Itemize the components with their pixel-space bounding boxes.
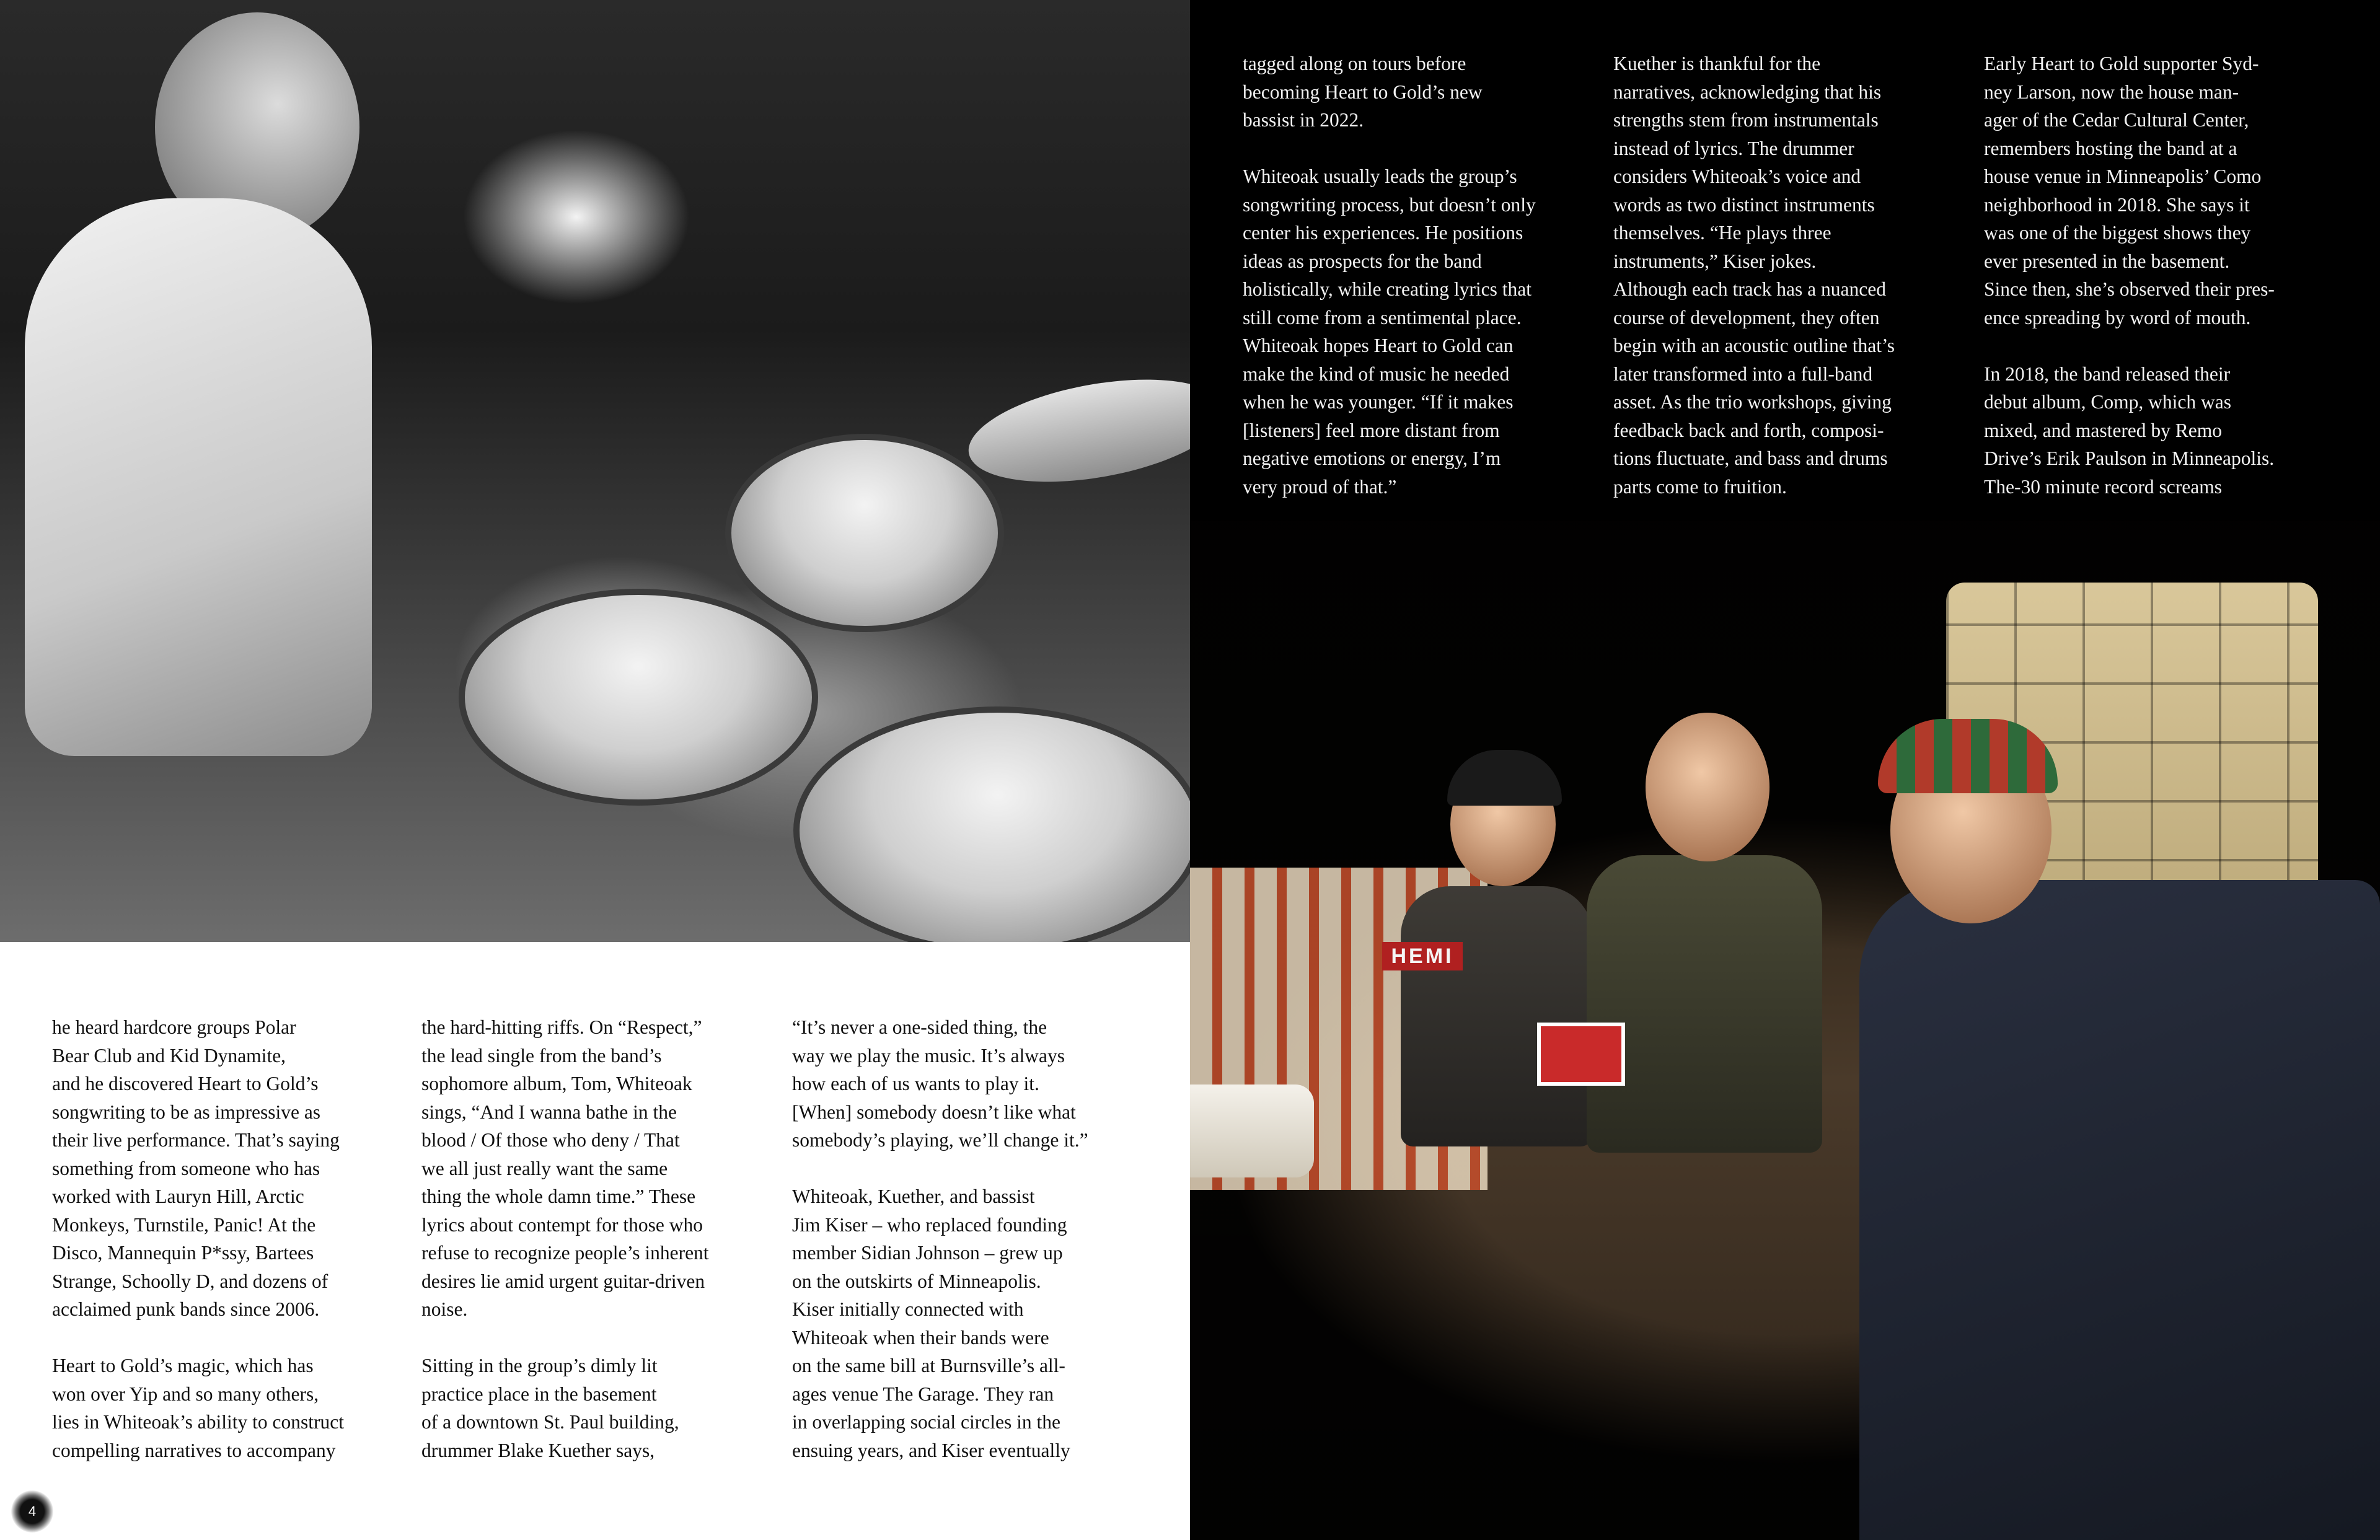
band-member-smiling — [1587, 713, 1822, 1270]
right-text-column-3: Early Heart to Gold supporter Syd- ney Larson, now the house man- ager of the Cedar Cultural Center, remembers hosting the band at a house venue in Minneapolis’ Como neighborhood in 2018. She says it was one of the biggest shows they ever presented in the basement. Since then, she’s observed their pres- ence spreading by word of mouth. In 2018, the band released their debut album, Comp, which was mixed, and mastered by Remo Drive’s Erik Paulson in Minneapolis. The-30 minute record screams — [1984, 53, 2275, 498]
band-member-beanie-jacket — [1859, 880, 2380, 1540]
baseball-cap — [1447, 750, 1562, 806]
floor-tom-drum — [793, 706, 1190, 942]
page-number-left: 4 — [11, 1490, 53, 1533]
tom-drum — [725, 434, 1004, 632]
cymbal — [961, 363, 1190, 499]
left-text-column-2: the hard-hitting riffs. On “Respect,” the lead single from the band’s sophomore album, Tom, Whiteoak sings, “And I wanna bathe in the blood / Of those who deny / That we all just really want the same thing the whole damn time.” These lyrics about contempt for those who refuse to recognize people’s inherent desires lie amid urgent guitar-driven noise. Sitting in the group’s dimly lit practice place in the basement of a downtown St. Paul building, drummer Blake Kuether says, — [421, 1016, 709, 1461]
band-member-cap-torso — [1401, 886, 1593, 1146]
right-page — [1190, 0, 2380, 1540]
left-text-column-3: “It’s never a one-sided thing, the way we play the music. It’s always how each of us wants to play it. [When] somebody doesn’t like what somebody’s playing, we’ll change it.” Whiteoak, Kuether, and bassist Jim Kiser – who replaced founding member Sidian Johnson – grew up on the outskirts of Minneapolis. Kiser initially connected with Whiteoak when their bands were on the same bill at Burnsville’s all- ages venue The Garage. They ran in overlapping social circles in the ensuing years, and Kiser eventually — [792, 1016, 1088, 1461]
band-portrait-photo — [1190, 521, 2380, 1540]
left-text-column-1: he heard hardcore groups Polar Bear Club and Kid Dynamite, and he discovered Heart to Gold’s songwriting to be as impressive as their live performance. That’s saying something from someone who has worked with Lauryn Hill, Arctic Monkeys, Turnstile, Panic! At the Disco, Mannequin P*ssy, Bartees Strange, Schoolly D, and dozens of acclaimed punk bands since 2006. Heart to Gold’s magic, which has won over Yip and so many others, lies in Whiteoak’s ability to construct compelling narratives to accompany — [52, 1016, 344, 1461]
band-member-smiling-torso — [1587, 855, 1822, 1153]
right-text-column-2: Kuether is thankful for the narratives, acknowledging that his strengths stem from instrumentals instead of lyrics. The drummer considers Whiteoak’s voice and words as two distinct instruments themselves. “He plays three instruments,” Kiser jokes. Although each track has a nuanced course of development, they often begin with an acoustic outline that’s later transformed into a full-band asset. As the trio workshops, giving feedback back and forth, composi- tions fluctuate, and bass and drums parts come to fruition. — [1613, 53, 1895, 498]
band-member-cap — [1401, 762, 1593, 1258]
right-text-column-1: tagged along on tours before becoming Heart to Gold’s new bassist in 2022. Whiteoak usually leads the group’s songwriting process, but doesn’t only center his experiences. He positions ideas as prospects for the band holistically, while creating lyrics that still come from a sentimental place. Whiteoak hopes Heart to Gold can make the kind of music he needed when he was younger. “If it makes [listeners] feel more distant from negative emotions or energy, I’m very proud of that.” — [1243, 53, 1536, 498]
drummer-live-photo — [0, 0, 1190, 942]
band-member-smiling-head — [1646, 713, 1770, 861]
snare-drum — [459, 589, 818, 806]
band-member-beanie — [1835, 737, 2380, 1540]
jacket-patch — [1537, 1023, 1625, 1086]
drummer-torso — [25, 198, 372, 756]
shirt-logo-text: HEMI — [1382, 942, 1463, 970]
scoring-table — [1190, 1085, 1314, 1177]
